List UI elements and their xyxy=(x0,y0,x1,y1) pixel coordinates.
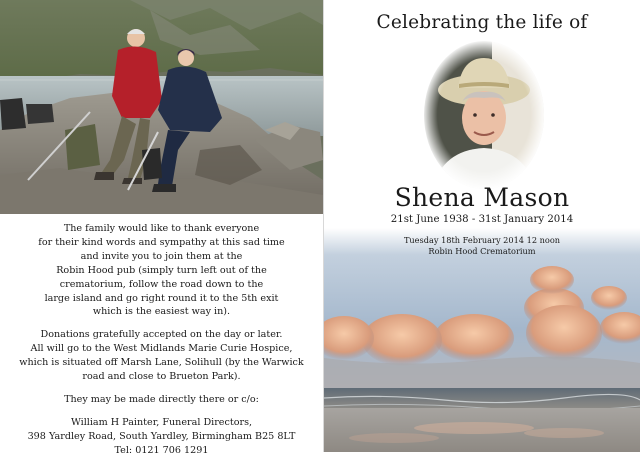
donations-paragraph xyxy=(0,328,323,384)
text-line: road and close to Brueton Park). xyxy=(82,371,241,383)
beach-sunset-photo xyxy=(324,228,640,452)
thank-you-paragraph xyxy=(0,222,323,319)
couple-on-rocks-photo xyxy=(0,0,323,214)
text-line: which is situated off Marsh Lane, Solihull (by the Warwick xyxy=(19,357,304,369)
text-line: The family would like to thank everyone xyxy=(63,223,260,234)
heading: Celebrating the life of xyxy=(376,12,588,33)
left-text-block xyxy=(0,222,323,467)
text-line: 398 Yardley Road, South Yardley, Birmingham B25 8LT xyxy=(27,430,296,442)
service-location: Robin Hood Crematorium xyxy=(428,246,536,256)
funeral-director-paragraph xyxy=(0,416,323,458)
left-panel xyxy=(0,0,324,456)
life-dates: 21st June 1938 - 31st January 2014 xyxy=(390,214,574,225)
text-line: which is the easiest way in). xyxy=(92,306,231,318)
service-details xyxy=(324,235,640,257)
text-line: for their kind words and sympathy at this sad time xyxy=(38,236,285,248)
text-line: All will go to the West Midlands Marie Curie Hospice, xyxy=(30,343,293,355)
text-line: crematorium, follow the road down to the xyxy=(59,278,264,290)
right-panel xyxy=(324,0,640,452)
portrait-photo xyxy=(422,40,546,190)
text-line: large island and go right round it to the 5th exit xyxy=(44,292,279,304)
donation-method-paragraph xyxy=(0,393,323,407)
service-date-time: Tuesday 18th February 2014 12 noon xyxy=(403,235,561,245)
text-line: Donations gratefully accepted on the day or later. xyxy=(40,329,283,341)
text-line: They may be made directly there or c/o: xyxy=(64,393,259,405)
text-line: and invite you to join them at the xyxy=(80,250,243,262)
text-line: Robin Hood pub (simply turn left out of the xyxy=(56,264,267,276)
text-line: Tel: 0121 706 1291 xyxy=(114,444,209,456)
text-line: William H Painter, Funeral Directors, xyxy=(70,416,253,428)
deceased-name: Shena Mason xyxy=(394,183,570,212)
